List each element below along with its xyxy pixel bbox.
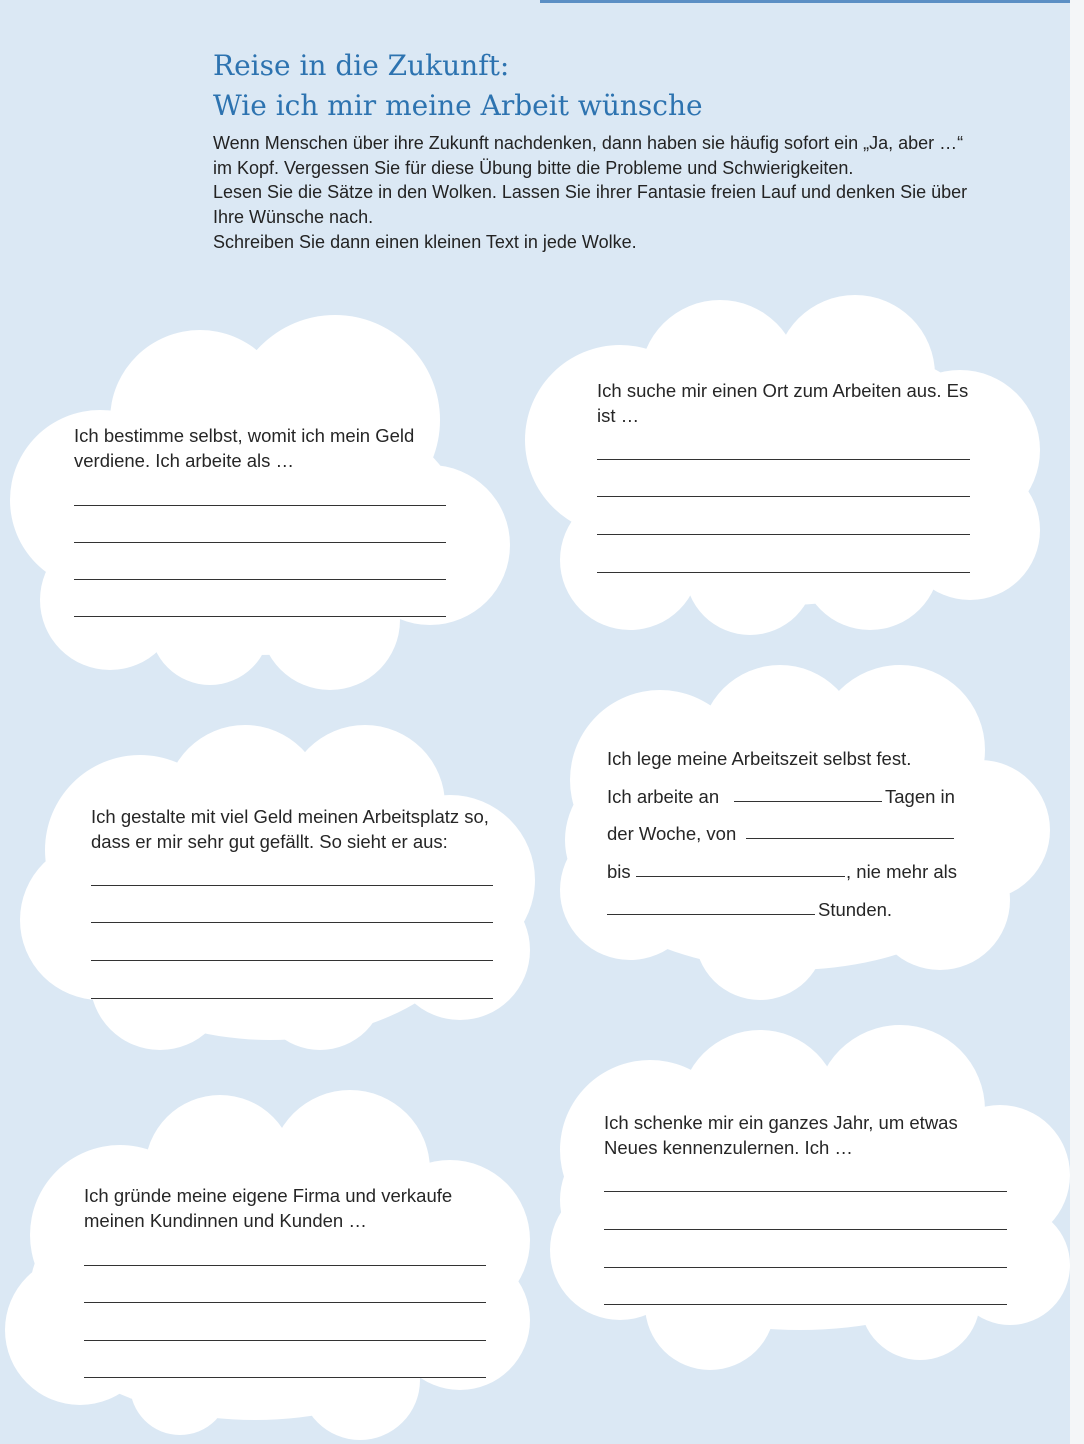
answer-line[interactable] — [91, 885, 493, 886]
arbeitszeit-label: , nie mehr als — [846, 861, 958, 882]
arbeitszeit-label: der Woche, von — [607, 823, 737, 844]
arbeitszeit-line-1: Ich lege meine Arbeitszeit selbst fest. — [607, 748, 912, 769]
arbeitszeit-label: Tagen in — [885, 786, 955, 807]
cloud-jahr-prompt: Ich schenke mir ein ganzes Jahr, um etwas Neues kennenzulernen. Ich … — [604, 1112, 958, 1158]
answer-line[interactable] — [84, 1265, 486, 1266]
hours-blank[interactable] — [607, 914, 815, 915]
answer-line[interactable] — [91, 998, 493, 999]
to-time-blank[interactable] — [636, 876, 845, 877]
cloud-ort — [525, 295, 1040, 635]
intro-paragraph: Schreiben Sie dann einen kleinen Text in jede Wolke. — [213, 231, 637, 252]
intro-paragraph: Lesen Sie die Sätze in den Wolken. Lassen Sie ihrer Fantasie freien Lauf und denken Sie über Ihre Wünsche nach. — [213, 182, 968, 228]
answer-line[interactable] — [84, 1340, 486, 1341]
arbeitszeit-label: Ich arbeite an — [607, 786, 720, 807]
answer-line[interactable] — [91, 960, 493, 961]
answer-line[interactable] — [597, 496, 970, 497]
title-line-1: Reise in die Zukunft: — [213, 49, 510, 82]
cloud-jahr — [550, 1025, 1070, 1370]
answer-line[interactable] — [91, 922, 493, 923]
answer-line[interactable] — [597, 572, 970, 573]
intro-paragraph: Wenn Menschen über ihre Zukunft nachdenken, dann haben sie häufig sofort ein „Ja, aber …“ im Kopf. Vergessen Sie für diese Übung bitte die Probleme und Schwierigkeiten. — [213, 133, 964, 178]
cloud-firma-prompt: Ich gründe meine eigene Firma und verkaufe meinen Kundinnen und Kunden … — [84, 1185, 453, 1231]
answer-line[interactable] — [597, 459, 970, 460]
answer-line[interactable] — [84, 1302, 486, 1303]
answer-line[interactable] — [604, 1191, 1007, 1192]
arbeitszeit-label: bis — [607, 861, 631, 882]
arbeitszeit-label: Stunden. — [818, 899, 893, 920]
cloud-ort-prompt: Ich suche mir einen Ort zum Arbeiten aus. Es ist … — [597, 380, 969, 426]
cloud-arbeitsplatz — [20, 725, 535, 1050]
answer-line[interactable] — [604, 1304, 1007, 1305]
days-blank[interactable] — [734, 801, 882, 802]
cloud-geld-prompt: Ich bestimme selbst, womit ich mein Geld verdiene. Ich arbeite als … — [74, 425, 415, 471]
answer-line[interactable] — [604, 1267, 1007, 1268]
answer-line[interactable] — [604, 1229, 1007, 1230]
cloud-geld — [10, 315, 510, 690]
answer-line[interactable] — [74, 505, 446, 506]
answer-line[interactable] — [74, 579, 446, 580]
answer-line[interactable] — [74, 616, 446, 617]
title-line-2: Wie ich mir meine Arbeit wünsche — [213, 89, 703, 122]
from-time-blank[interactable] — [746, 838, 954, 839]
answer-line[interactable] — [74, 542, 446, 543]
answer-line[interactable] — [84, 1377, 486, 1378]
cloud-arbeitsplatz-prompt: Ich gestalte mit viel Geld meinen Arbeitsplatz so, dass er mir sehr gut gefällt. So sieht er aus: — [91, 806, 489, 852]
answer-line[interactable] — [597, 534, 970, 535]
